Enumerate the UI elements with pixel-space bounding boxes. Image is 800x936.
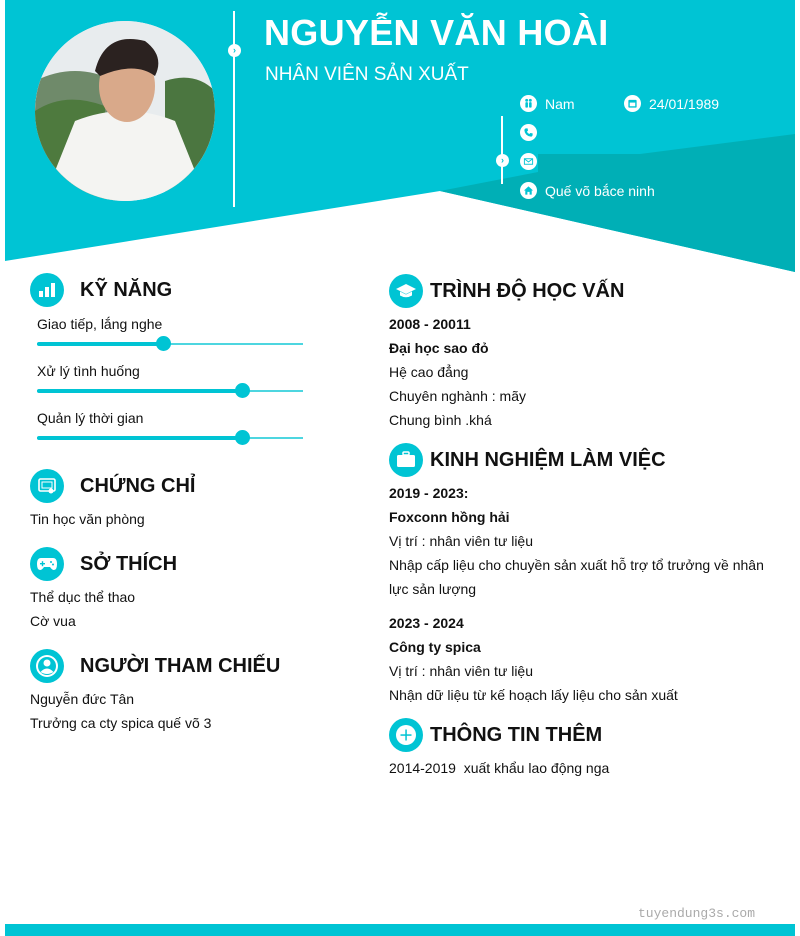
certificate-icon: [30, 469, 64, 503]
address-value: Quế võ bắce ninh: [545, 182, 655, 199]
hobbies-section-header: [30, 547, 177, 581]
education-period: 2008 - 20011: [389, 316, 471, 332]
email-info: [520, 153, 545, 170]
contact-divider-line: [501, 116, 503, 184]
skill-label: Quản lý thời gian: [37, 410, 144, 426]
job-position: Vị trí : nhân viên tư liệu: [389, 533, 533, 549]
job-period: 2023 - 2024: [389, 615, 464, 631]
hobbies-title: SỞ THÍCH: [80, 552, 178, 575]
skill-label: Giao tiếp, lắng nghe: [37, 316, 163, 332]
education-title: TRÌNH ĐỘ HỌC VẤN: [430, 279, 625, 302]
skill-fill: [37, 342, 163, 346]
email-icon: [520, 153, 537, 170]
skill-fill: [37, 436, 242, 440]
education-school: Đại học sao đỏ: [389, 340, 489, 356]
job-position: Vị trí : nhân viên tư liệu: [389, 663, 533, 679]
candidate-name: NGUYỄN VĂN HOÀI: [264, 12, 609, 53]
references-title: NGƯỜI THAM CHIẾU: [80, 654, 281, 677]
plus-icon: [389, 718, 423, 752]
certificates-section-header: [30, 469, 195, 503]
reference-item: Nguyễn đức Tân: [30, 691, 135, 707]
additional-title: THÔNG TIN THÊM: [430, 723, 603, 746]
bar-chart-icon: [30, 273, 64, 307]
job-period: 2019 - 2023:: [389, 485, 469, 501]
watermark: tuyendung3s.com: [638, 906, 756, 921]
phone-info: [520, 124, 545, 141]
job-description: Nhập cấp liệu cho chuyền sản xuất hỗ trợ tổ trưởng về nhân: [389, 557, 764, 573]
avatar-photo: [35, 21, 215, 201]
additional-section-header: [389, 718, 602, 752]
skill-label: Xử lý tình huống: [37, 363, 140, 379]
chevron-right-icon: ›: [228, 44, 241, 57]
skill-slider-knob: [235, 383, 250, 398]
education-line: Chuyên nghành : mãy: [389, 388, 526, 404]
chevron-right-icon: ›: [496, 154, 509, 167]
experience-section-header: [389, 443, 666, 477]
education-line: Hệ cao đẳng: [389, 364, 469, 380]
references-section-header: [30, 649, 280, 683]
hobby-item: Cờ vua: [30, 613, 76, 629]
graduation-cap-icon: [389, 274, 423, 308]
skill-slider-knob: [156, 336, 171, 351]
header-divider-line: [233, 11, 235, 207]
job-company: Công ty spica: [389, 639, 481, 655]
certificate-item: Tin học văn phòng: [30, 511, 145, 527]
job-company: Foxconn hồng hải: [389, 509, 510, 525]
user-icon: [30, 649, 64, 683]
hobby-item: Thể dục thể thao: [30, 589, 136, 605]
birthday-info: [624, 95, 719, 112]
certificates-title: CHỨNG CHỈ: [80, 474, 196, 497]
footer-bar: [5, 924, 795, 936]
birthday-value: 24/01/1989: [649, 95, 720, 112]
skill-fill: [37, 389, 242, 393]
briefcase-icon: [389, 443, 423, 477]
skill-slider-knob: [235, 430, 250, 445]
home-icon: [520, 182, 537, 199]
phone-icon: [520, 124, 537, 141]
reference-item: Trưởng ca cty spica quế võ 3: [30, 715, 212, 731]
calendar-icon: [624, 95, 641, 112]
gender-info: [520, 95, 575, 112]
job-description: Nhận dữ liệu từ kế hoạch lấy liệu cho sản xuất: [389, 687, 678, 703]
gender-value: Nam: [545, 95, 575, 112]
gender-icon: [520, 95, 537, 112]
skills-title: KỸ NĂNG: [80, 278, 173, 301]
address-info: [520, 182, 655, 199]
education-section-header: [389, 274, 624, 308]
additional-item: 2014-2019 xuất khẩu lao động nga: [389, 760, 610, 776]
job-description: lực sản lượng: [389, 581, 477, 597]
gamepad-icon: [30, 547, 64, 581]
education-line: Chung bình .khá: [389, 412, 492, 428]
experience-title: KINH NGHIỆM LÀM VIỆC: [430, 448, 666, 471]
job-title: NHÂN VIÊN SẢN XUẤT: [265, 64, 469, 85]
skills-section-header: [30, 273, 172, 307]
